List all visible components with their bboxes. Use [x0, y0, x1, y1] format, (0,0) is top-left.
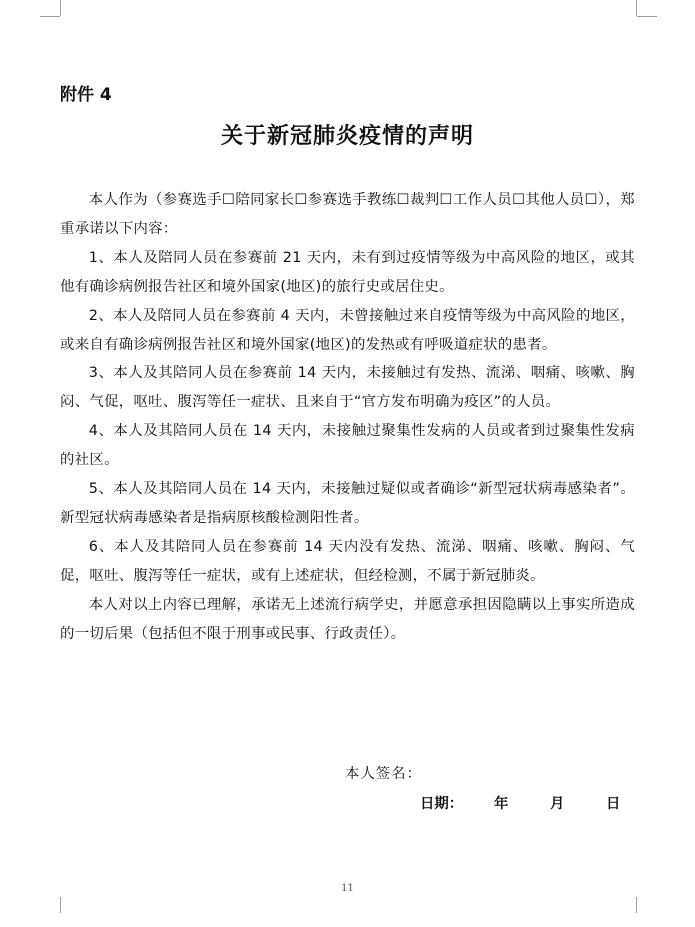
- clause-paragraph: 6、本人及其陪同人员在参赛前 14 天内没有发热、流涕、咽痛、咳嗽、胸闷、气促，呕吐、腹泻等任一症状，或有上述症状，但经检测，不属于新冠肺炎。: [60, 538, 635, 584]
- crop-mark: [636, 0, 637, 16]
- signature-label: 本人签名：: [345, 766, 422, 782]
- date-label: 日期：: [420, 796, 464, 812]
- intro-paragraph: 本人作为（参赛选手☐陪同家长☐参赛选手教练☐裁判☐工作人员☐其他人员☐），郑重承诺以下内容：: [60, 192, 635, 237]
- crop-mark: [60, 897, 61, 913]
- crop-mark: [637, 16, 657, 17]
- clause-paragraph: 3、本人及其陪同人员在参赛前 14 天内，未接触过有发热、流涕、咽痛、咳嗽、胸闷、气促，呕吐、腹泻等任一症状、且来自于“官方发布明确为疫区”的人员。: [60, 365, 635, 411]
- attachment-label: 附件 4: [60, 85, 112, 105]
- declaration-body: [60, 186, 635, 649]
- crop-mark: [636, 897, 637, 913]
- clause-paragraph: 2、本人及陪同人员在参赛前 4 天内，未曾接触过来自疫情等级为中高风险的地区，或来自有确诊病例报告社区和境外国家(地区)的发热或有呼吸道症状的患者。: [60, 307, 635, 353]
- commitment-paragraph: 本人对以上内容已理解，承诺无上述流行病学史，并愿意承担因隐瞒以上事实所造成的一切后果（包括但不限于刑事或民事、行政责任）。: [60, 596, 635, 642]
- page-number: 11: [341, 883, 354, 894]
- clause-paragraph: 1、本人及陪同人员在参赛前 21 天内，未有到过疫情等级为中高风险的地区，或其他有确诊病例报告社区和境外国家(地区)的旅行史或居住史。: [60, 249, 635, 295]
- date-year: 年: [494, 796, 509, 812]
- clause-paragraph: 4、本人及其陪同人员在 14 天内，未接触过聚集性发病的人员或者到过聚集性发病的社区。: [60, 423, 635, 469]
- crop-mark: [40, 16, 60, 17]
- page-title: 关于新冠肺炎疫情的声明: [220, 124, 474, 149]
- clause-paragraph: 5、本人及其陪同人员在 14 天内，未接触过疑似或者确诊“新型冠状病毒感染者”。新型冠状病毒感染者是指病原核酸检测阳性者。: [60, 481, 635, 526]
- date-month: 月: [550, 796, 565, 812]
- date-day: 日: [606, 796, 621, 812]
- crop-mark: [60, 0, 61, 16]
